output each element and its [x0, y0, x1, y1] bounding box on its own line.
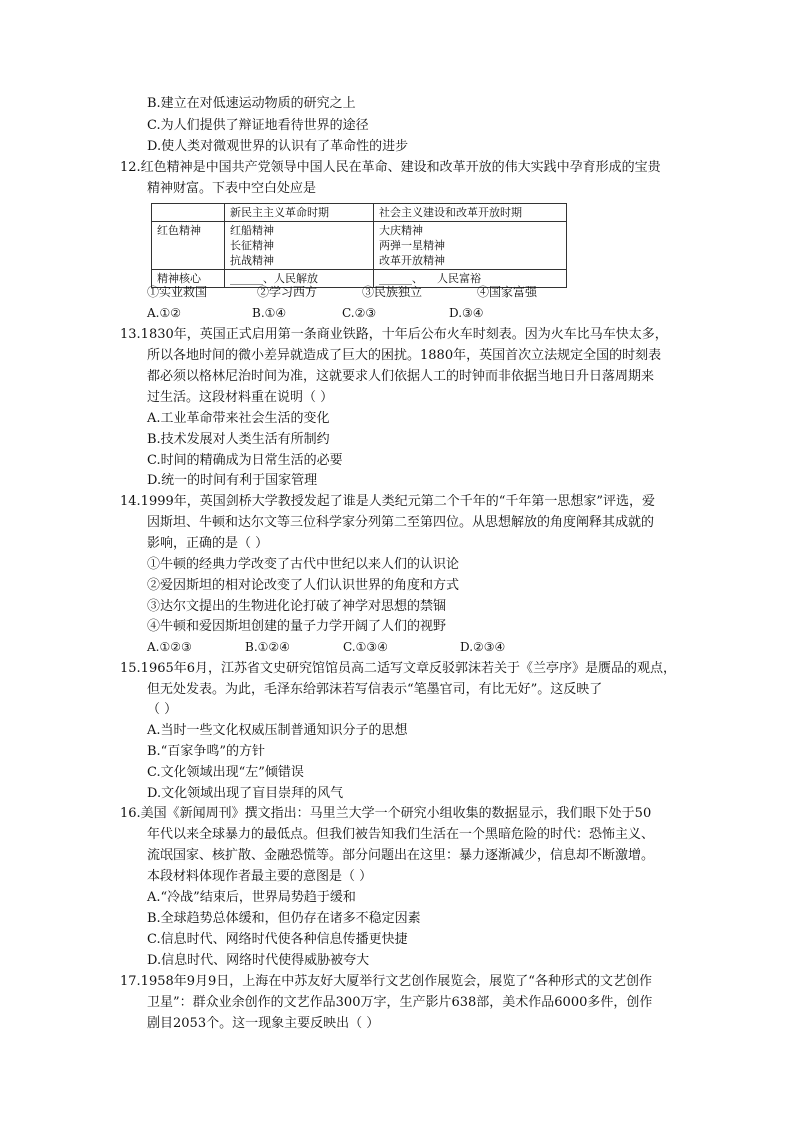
q11-option-d: D.使人类对微观世界的认识有了革命性的进步: [147, 139, 409, 154]
q13-option-b: B.技术发展对人类生活有所制约: [147, 432, 330, 447]
spirit-item: 抗战精神: [230, 254, 274, 267]
q16-stem-line: 本段材料体现作者最主要的意图是（ ）: [147, 869, 373, 884]
table-row-label: 精神核心: [152, 270, 225, 288]
q14-option: B.①②④: [245, 640, 290, 654]
q12-option: D.③④: [449, 306, 484, 320]
q17-stem-line: 剧目2053个。这一现象主要反映出（ ）: [147, 1016, 380, 1031]
q16-option-a: A.“冷战”结束后，世界局势趋于缓和: [147, 890, 356, 905]
q15-stem-line: 15.1965年6月，江苏省文史研究馆馆员高二适写文章反驳郭沫若关于《兰亭序》是赝品的观点，: [120, 661, 677, 676]
q17-stem-line: 17.1958年9月9日，上海在中苏友好大厦举行文艺创作展览会，展览了“各种形式的文艺创作: [120, 974, 652, 989]
q12-option: B.①④: [252, 306, 287, 320]
table-cell: ______、 人民富裕: [374, 270, 567, 288]
q14-stem-line: 14.1999年，英国剑桥大学教授发起了谁是人类纪元第二个千年的“千年第一思想家”评选，爱: [120, 494, 656, 509]
red-spirit-table: [151, 203, 567, 288]
q12-option: C.②③: [342, 306, 377, 320]
q13-option-a: A.工业革命带来社会生活的变化: [147, 411, 330, 426]
q12-item: ②学习西方: [257, 285, 318, 299]
q16-option-b: B.全球趋势总体缓和，但仍存在诸多不稳定因素: [147, 911, 421, 926]
q14-item: ①牛顿的经典力学改变了古代中世纪以来人们的认识论: [147, 557, 460, 572]
q16-stem-line: 流氓国家、核扩散、金融恐慌等。部分问题出在这里：暴力逐渐减少，信息却不断激增。: [147, 848, 655, 863]
q14-stem-line: 影响，正确的是（ ）: [147, 536, 269, 551]
q15-option-d: D.文化领域出现了盲目崇拜的风气: [147, 786, 344, 801]
q16-option-c: C.信息时代、网络时代使各种信息传播更快捷: [147, 932, 408, 947]
q14-option: C.①③④: [343, 640, 388, 654]
q14-item: ④牛顿和爱因斯坦创建的量子力学开阔了人们的视野: [147, 619, 447, 634]
q13-option-c: C.时间的精确成为日常生活的必要: [147, 453, 343, 468]
spirit-item: 红船精神: [230, 224, 274, 237]
table-cell: [374, 222, 567, 270]
q12-stem-line2: 精神财富。下表中空白处应是: [147, 181, 317, 196]
table-header-cell: 社会主义建设和改革开放时期: [374, 204, 567, 222]
q14-option: D.②③④: [460, 640, 506, 654]
spirit-item: 改革开放精神: [379, 254, 445, 267]
q12-stem-line1: 12.红色精神是中国共产党领导中国人民在革命、建设和改革开放的伟大实践中孕育形成的宝贵: [120, 160, 661, 175]
table-header-cell: 新民主主义革命时期: [225, 204, 374, 222]
q17-stem-line: 卫星”：群众业余创作的文艺作品300万字，生产影片638部，美术作品6000多件，创作: [147, 995, 653, 1010]
spirit-item: 两弹一星精神: [379, 239, 445, 252]
q14-item: ②爱因斯坦的相对论改变了人们认识世界的角度和方式: [147, 578, 460, 593]
q13-option-d: D.统一的时间有利于国家管理: [147, 473, 318, 488]
q11-option-b: B.建立在对低速运动物质的研究之上: [147, 96, 356, 111]
spirit-item: 大庆精神: [379, 224, 423, 237]
table-cell: ______、人民解放: [225, 270, 374, 288]
q14-stem-line: 因斯坦、牛顿和达尔文等三位科学家分列第二至第四位。从思想解放的角度阐释其成就的: [147, 515, 655, 530]
q15-stem-line: （ ）: [147, 702, 178, 717]
q13-stem-line: 所以各地时间的微小差异就造成了巨大的困扰。1880年，英国首次立法规定全国的时刻表: [147, 348, 662, 363]
q15-option-b: B.“百家争鸣”的方针: [147, 744, 265, 759]
q13-stem-line: 过生活。这段材料重在说明（ ）: [147, 390, 334, 405]
q12-item: ③民族独立: [362, 285, 423, 299]
q15-stem-line: 但无处发表。为此，毛泽东给郭沫若写信表示“笔墨官司，有比无好”。这反映了: [147, 682, 603, 697]
q16-stem-line: 16.美国《新闻周刊》撰文指出：马里兰大学一个研究小组收集的数据显示，我们眼下处于50: [120, 806, 652, 821]
q11-option-c: C.为人们提供了辩证地看待世界的途径: [147, 118, 369, 133]
q13-stem-line: 13.1830年，英国正式启用第一条商业铁路，十年后公布火车时刻表。因为火车比马车快太多，: [120, 327, 668, 342]
table-row-label: 红色精神: [152, 222, 225, 270]
table-row: [152, 222, 567, 270]
q15-option-a: A.当时一些文化权威压制普通知识分子的思想: [147, 723, 408, 738]
q14-item: ③达尔文提出的生物进化论打破了神学对思想的禁锢: [147, 599, 447, 614]
table-header-cell: [152, 204, 225, 222]
table-cell: [225, 222, 374, 270]
q12-item: ①实业救国: [147, 285, 208, 299]
table-header-row: [152, 204, 567, 222]
q16-option-d: D.信息时代、网络时代使得威胁被夸大: [147, 953, 370, 968]
q16-stem-line: 年代以来全球暴力的最低点。但我们被告知我们生活在一个黑暗危险的时代：恐怖主义、: [147, 827, 655, 842]
q12-option: A.①②: [147, 306, 181, 320]
q14-option: A.①②③: [147, 640, 192, 654]
q12-item: ④国家富强: [477, 285, 538, 299]
q13-stem-line: 都必须以格林尼治时间为准，这就要求人们依据人工的时钟而非依据当地日升日落周期来: [147, 369, 655, 384]
spirit-item: 长征精神: [230, 239, 274, 252]
q15-option-c: C.文化领域出现“左”倾错误: [147, 765, 304, 780]
